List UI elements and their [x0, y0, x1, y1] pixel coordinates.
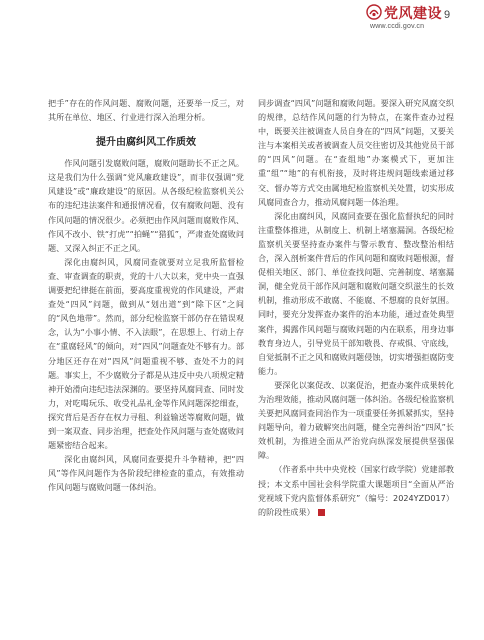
logo-url: www.ccdi.gov.cn	[370, 23, 425, 30]
body-paragraph: 深化由腐纠风，风腐同查就要对立足我所监督检查、审查调查的职责，党的十八大以来，党中央一直强调要把纪律挺在前面，要高度重视党的作风建设，严肃查处“四风”问题，做到从“划出道”到“除下区”之间的“风色地带”。然而，部分纪检监察干部仍存在错误观念，认为“小事小情、不入法眼”，在思想上、行动上存在“重腐轻风”的倾向，对“四风”问题查处不够有力。部分地区还存在对“四风”问题重视不够、查处不力的问题。事实上，不少腐败分子都是从违反中央八项规定精神开始滑向违纪违法深渊的。要坚持风腐同查、同时发力，对吃喝玩乐、收受礼品礼金等作风问题深挖细查，探究背后是否存在权力寻租、利益输送等腐败问题，做到一案双查、同步治理，把查处作风问题与查处腐败问题紧密结合起来。	[48, 256, 244, 451]
page-number: 9	[444, 9, 451, 21]
footnote-text: （作者系中共中央党校（国家行政学院）党建部教授；本文系中国社会科学院重大课题项目“全面从严治党视域下党内监督体系研究”（编号：2024YZD017）的阶段性成果）	[258, 464, 454, 517]
body-paragraph: 深化由腐纠风，风腐同查要提升斗争精神，把“四风”等作风问题作为各阶段纪律检查的重点，有效推动作风问题与腐败问题一体纠治。	[48, 454, 244, 493]
intro-paragraph: 把手”存在的作风问题、腐败问题，还要举一反三，对其所在单位、地区、行业进行深入治理分析。	[48, 98, 244, 123]
magazine-logo	[366, 4, 442, 42]
author-footnote	[258, 462, 454, 518]
body-paragraph: 要深化以案促改、以案促治，把查办案件成果转化为治理效能，推动风腐问题一体纠治。各级纪检监察机关要把风腐同查同治作为一项重要任务抓紧抓实，坚持问题导向，着力破解突出问题，健全完善纠治“四风”长效机制，为推进全面从严治党向纵深发展提供坚强保障。	[258, 379, 454, 461]
logo-text: 党风建设	[384, 6, 442, 22]
body-paragraph: 同步调查“四风”问题和腐败问题。要深入研究风腐交织的规律，总结作风问题的行为特点，在案件查办过程中，既要关注被调查人员自身在的“四风”问题，又要关注与本案相关或者被调查人员交往密切及其他党员干部的“四风”问题。在“查组地”办案模式下，更加注重“组”“地”的有机衔接，及时将违规问题线索通过移交、督办等方式交由属地纪检监察机关处置，切实形成风腐同查合力，推动风腐问题一体治理。	[258, 98, 454, 207]
end-mark-icon	[318, 509, 325, 516]
page-header	[0, 0, 484, 50]
logo-emblem-icon	[366, 4, 382, 20]
body-paragraph: 作风问题引发腐败问题，腐败问题助长不正之风。这是我们为什么强调“党风廉政建设”，而非仅强调“党风建设”或“廉政建设”的原因。从各级纪检监察机关公布的违纪违法案件和通报情况看，仅有腐败问题、没有作风问题的情况很少。必须把由作风问题而腐败作风、作风不改小、铁“打虎”“拍蝇”“猎狐”，严肃查处腐败问题、又深入纠正不正之风。	[48, 158, 244, 253]
section-heading: 提升由腐纠风工作质效	[96, 137, 196, 149]
right-column	[258, 96, 454, 519]
body-paragraph: 深化由腐纠风，风腐同查要在强化监督执纪的同时注重整体推进，从制度上、机制上堵塞漏洞。各级纪检监察机关要坚持查办案件与警示教育、整改整治相结合，深入剖析案件背后的作风问题和腐败问题根源，督促相关地区、部门、单位查找问题、完善制度、堵塞漏洞，健全党员干部作风问题和腐败问题交织滋生的长效机制，推动形成不敢腐、不能腐、不想腐的良好氛围。同时，要充分发挥查办案件的治本功能，通过查处典型案件，揭露作风问题与腐败问题的内在联系，用身边事教育身边人，引导党员干部知敬畏、存戒惧、守底线，自觉抵制不正之风和腐败问题侵蚀，切实增强拒腐防变能力。	[258, 210, 454, 376]
left-column	[48, 96, 244, 494]
